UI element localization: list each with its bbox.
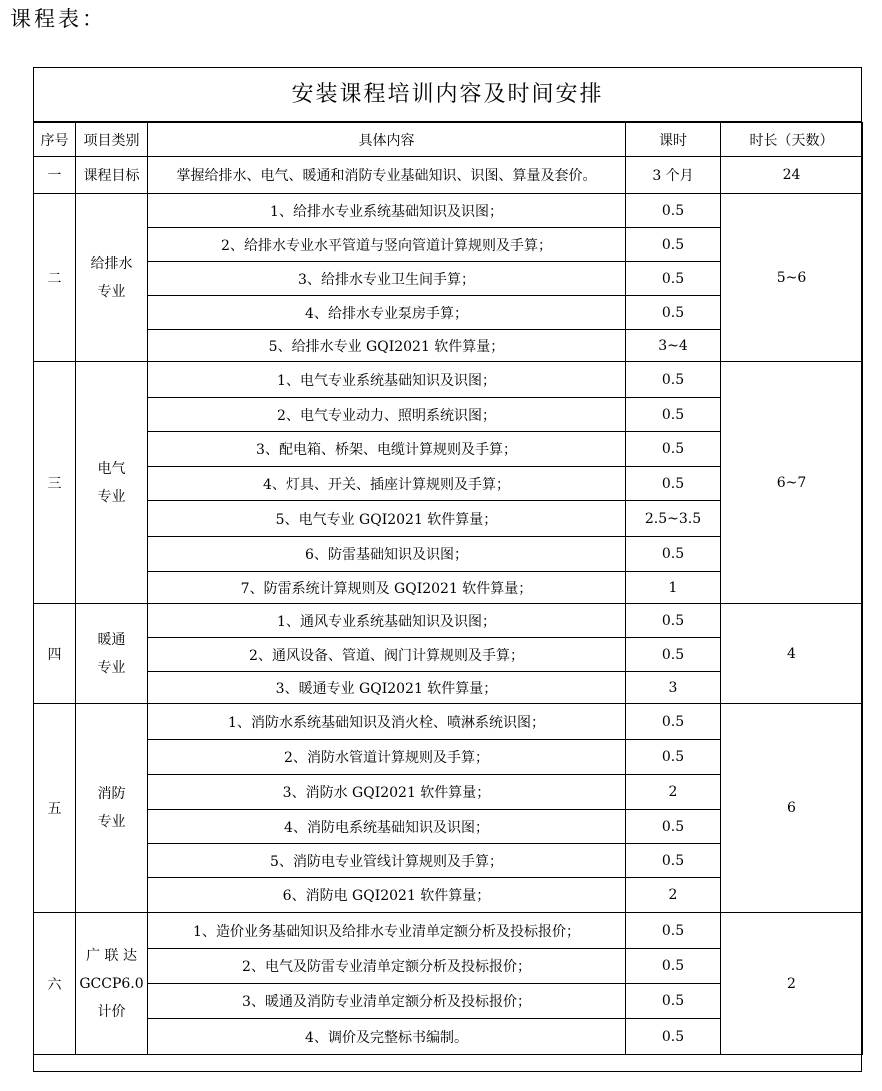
row-content: 4、调价及完整标书编制。 (148, 1019, 626, 1055)
group-category-line: 给排水 (90, 255, 133, 272)
group-category (76, 362, 148, 604)
row-content: 1、造价业务基础知识及给排水专业清单定额分析及投标报价； (148, 913, 626, 949)
group-category-line: 计价 (97, 1003, 126, 1020)
row-content: 2、消防水管道计算规则及手算； (148, 740, 626, 775)
group-category (76, 704, 148, 913)
column-header-category: 项目类别 (76, 123, 148, 157)
row-content: 3、配电箱、桥架、电缆计算规则及手算； (148, 432, 626, 467)
row-hours: 0.5 (626, 704, 721, 740)
row-content: 3、暖通专业 GQI2021 软件算量； (148, 672, 626, 704)
row-content: 2、通风设备、管道、阀门计算规则及手算； (148, 638, 626, 672)
group-days: 6~7 (721, 362, 863, 604)
group-category-line: 专业 (97, 659, 126, 676)
row-content: 1、消防水系统基础知识及消火栓、喷淋系统识图； (148, 704, 626, 740)
group-category-line: 专业 (97, 814, 126, 830)
table-row (34, 704, 863, 740)
row-hours: 3~4 (626, 330, 721, 362)
group-category-line: 专业 (97, 283, 126, 300)
table-row (34, 604, 863, 638)
row-hours: 0.5 (626, 844, 721, 878)
row-hours: 0.5 (626, 362, 721, 398)
group-days: 6 (721, 704, 863, 913)
row-content: 4、消防电系统基础知识及识图； (148, 810, 626, 844)
goal-row (34, 157, 863, 194)
row-hours: 0.5 (626, 638, 721, 672)
group-num: 五 (34, 704, 76, 913)
table-row (34, 913, 863, 949)
column-header-num: 序号 (34, 123, 76, 157)
header-row (34, 123, 863, 157)
row-content: 2、电气及防雷专业清单定额分析及投标报价； (148, 949, 626, 984)
group-days: 4 (721, 604, 863, 704)
row-hours: 3 个月 (626, 157, 721, 194)
row-hours: 0.5 (626, 194, 721, 228)
group-category-line: GCCP6.0 (79, 975, 144, 992)
group-days: 2 (721, 913, 863, 1055)
column-header-days: 时长（天数） (721, 123, 863, 157)
course-schedule-table-frame (33, 67, 862, 1072)
row-hours: 0.5 (626, 604, 721, 638)
row-content: 6、消防电 GQI2021 软件算量； (148, 878, 626, 913)
row-content: 3、暖通及消防专业清单定额分析及投标报价； (148, 984, 626, 1019)
row-content: 1、通风专业系统基础知识及识图； (148, 604, 626, 638)
group-category (76, 913, 148, 1055)
row-content: 1、给排水专业系统基础知识及识图； (148, 194, 626, 228)
row-hours: 3 (626, 672, 721, 704)
row-content: 3、消防水 GQI2021 软件算量； (148, 775, 626, 810)
row-hours: 0.5 (626, 398, 721, 432)
column-header-content: 具体内容 (148, 123, 626, 157)
row-hours: 0.5 (626, 984, 721, 1019)
row-content: 7、防雷系统计算规则及 GQI2021 软件算量； (148, 572, 626, 604)
page-heading: 课程表： (10, 7, 106, 31)
row-content: 掌握给排水、电气、暖通和消防专业基础知识、识图、算量及套价。 (148, 157, 626, 194)
group-category-line: 暖通 (97, 631, 126, 648)
row-hours: 0.5 (626, 1019, 721, 1055)
table-bottom-border (33, 1071, 862, 1072)
row-content: 2、给排水专业水平管道与竖向管道计算规则及手算； (148, 228, 626, 262)
group-days: 5~6 (721, 194, 863, 362)
row-num: 一 (34, 157, 76, 194)
row-hours: 0.5 (626, 432, 721, 467)
row-content: 4、灯具、开关、插座计算规则及手算； (148, 467, 626, 501)
row-hours: 0.5 (626, 913, 721, 949)
row-category: 课程目标 (76, 157, 148, 194)
row-hours: 0.5 (626, 228, 721, 262)
group-num: 四 (34, 604, 76, 704)
row-hours: 0.5 (626, 467, 721, 501)
group-category (76, 194, 148, 362)
row-content: 2、电气专业动力、照明系统识图； (148, 398, 626, 432)
table-row (34, 194, 863, 228)
course-schedule-table (33, 122, 863, 1055)
row-hours: 2 (626, 878, 721, 913)
row-content: 3、给排水专业卫生间手算； (148, 262, 626, 296)
row-hours: 0.5 (626, 740, 721, 775)
row-hours: 2 (626, 775, 721, 810)
row-hours: 1 (626, 572, 721, 604)
row-hours: 0.5 (626, 537, 721, 572)
row-hours: 2.5~3.5 (626, 501, 721, 537)
row-content: 5、电气专业 GQI2021 软件算量； (148, 501, 626, 537)
row-content: 4、给排水专业泵房手算； (148, 296, 626, 330)
group-num: 二 (34, 194, 76, 362)
row-hours: 0.5 (626, 949, 721, 984)
row-content: 6、防雷基础知识及识图； (148, 537, 626, 572)
group-num: 六 (34, 913, 76, 1055)
group-category-line: 消防 (97, 786, 126, 802)
row-days: 24 (721, 157, 863, 194)
row-content: 5、给排水专业 GQI2021 软件算量； (148, 330, 626, 362)
row-hours: 0.5 (626, 810, 721, 844)
row-content: 1、电气专业系统基础知识及识图； (148, 362, 626, 398)
group-category-line: 电气 (97, 460, 126, 477)
table-title: 安装课程培训内容及时间安排 (34, 68, 861, 122)
group-category (76, 604, 148, 704)
table-row (34, 362, 863, 398)
group-category-line: 广 联 达 (86, 947, 137, 964)
row-content: 5、消防电专业管线计算规则及手算； (148, 844, 626, 878)
row-hours: 0.5 (626, 262, 721, 296)
group-num: 三 (34, 362, 76, 604)
column-header-hours: 课时 (626, 123, 721, 157)
group-category-line: 专业 (97, 488, 126, 505)
row-hours: 0.5 (626, 296, 721, 330)
